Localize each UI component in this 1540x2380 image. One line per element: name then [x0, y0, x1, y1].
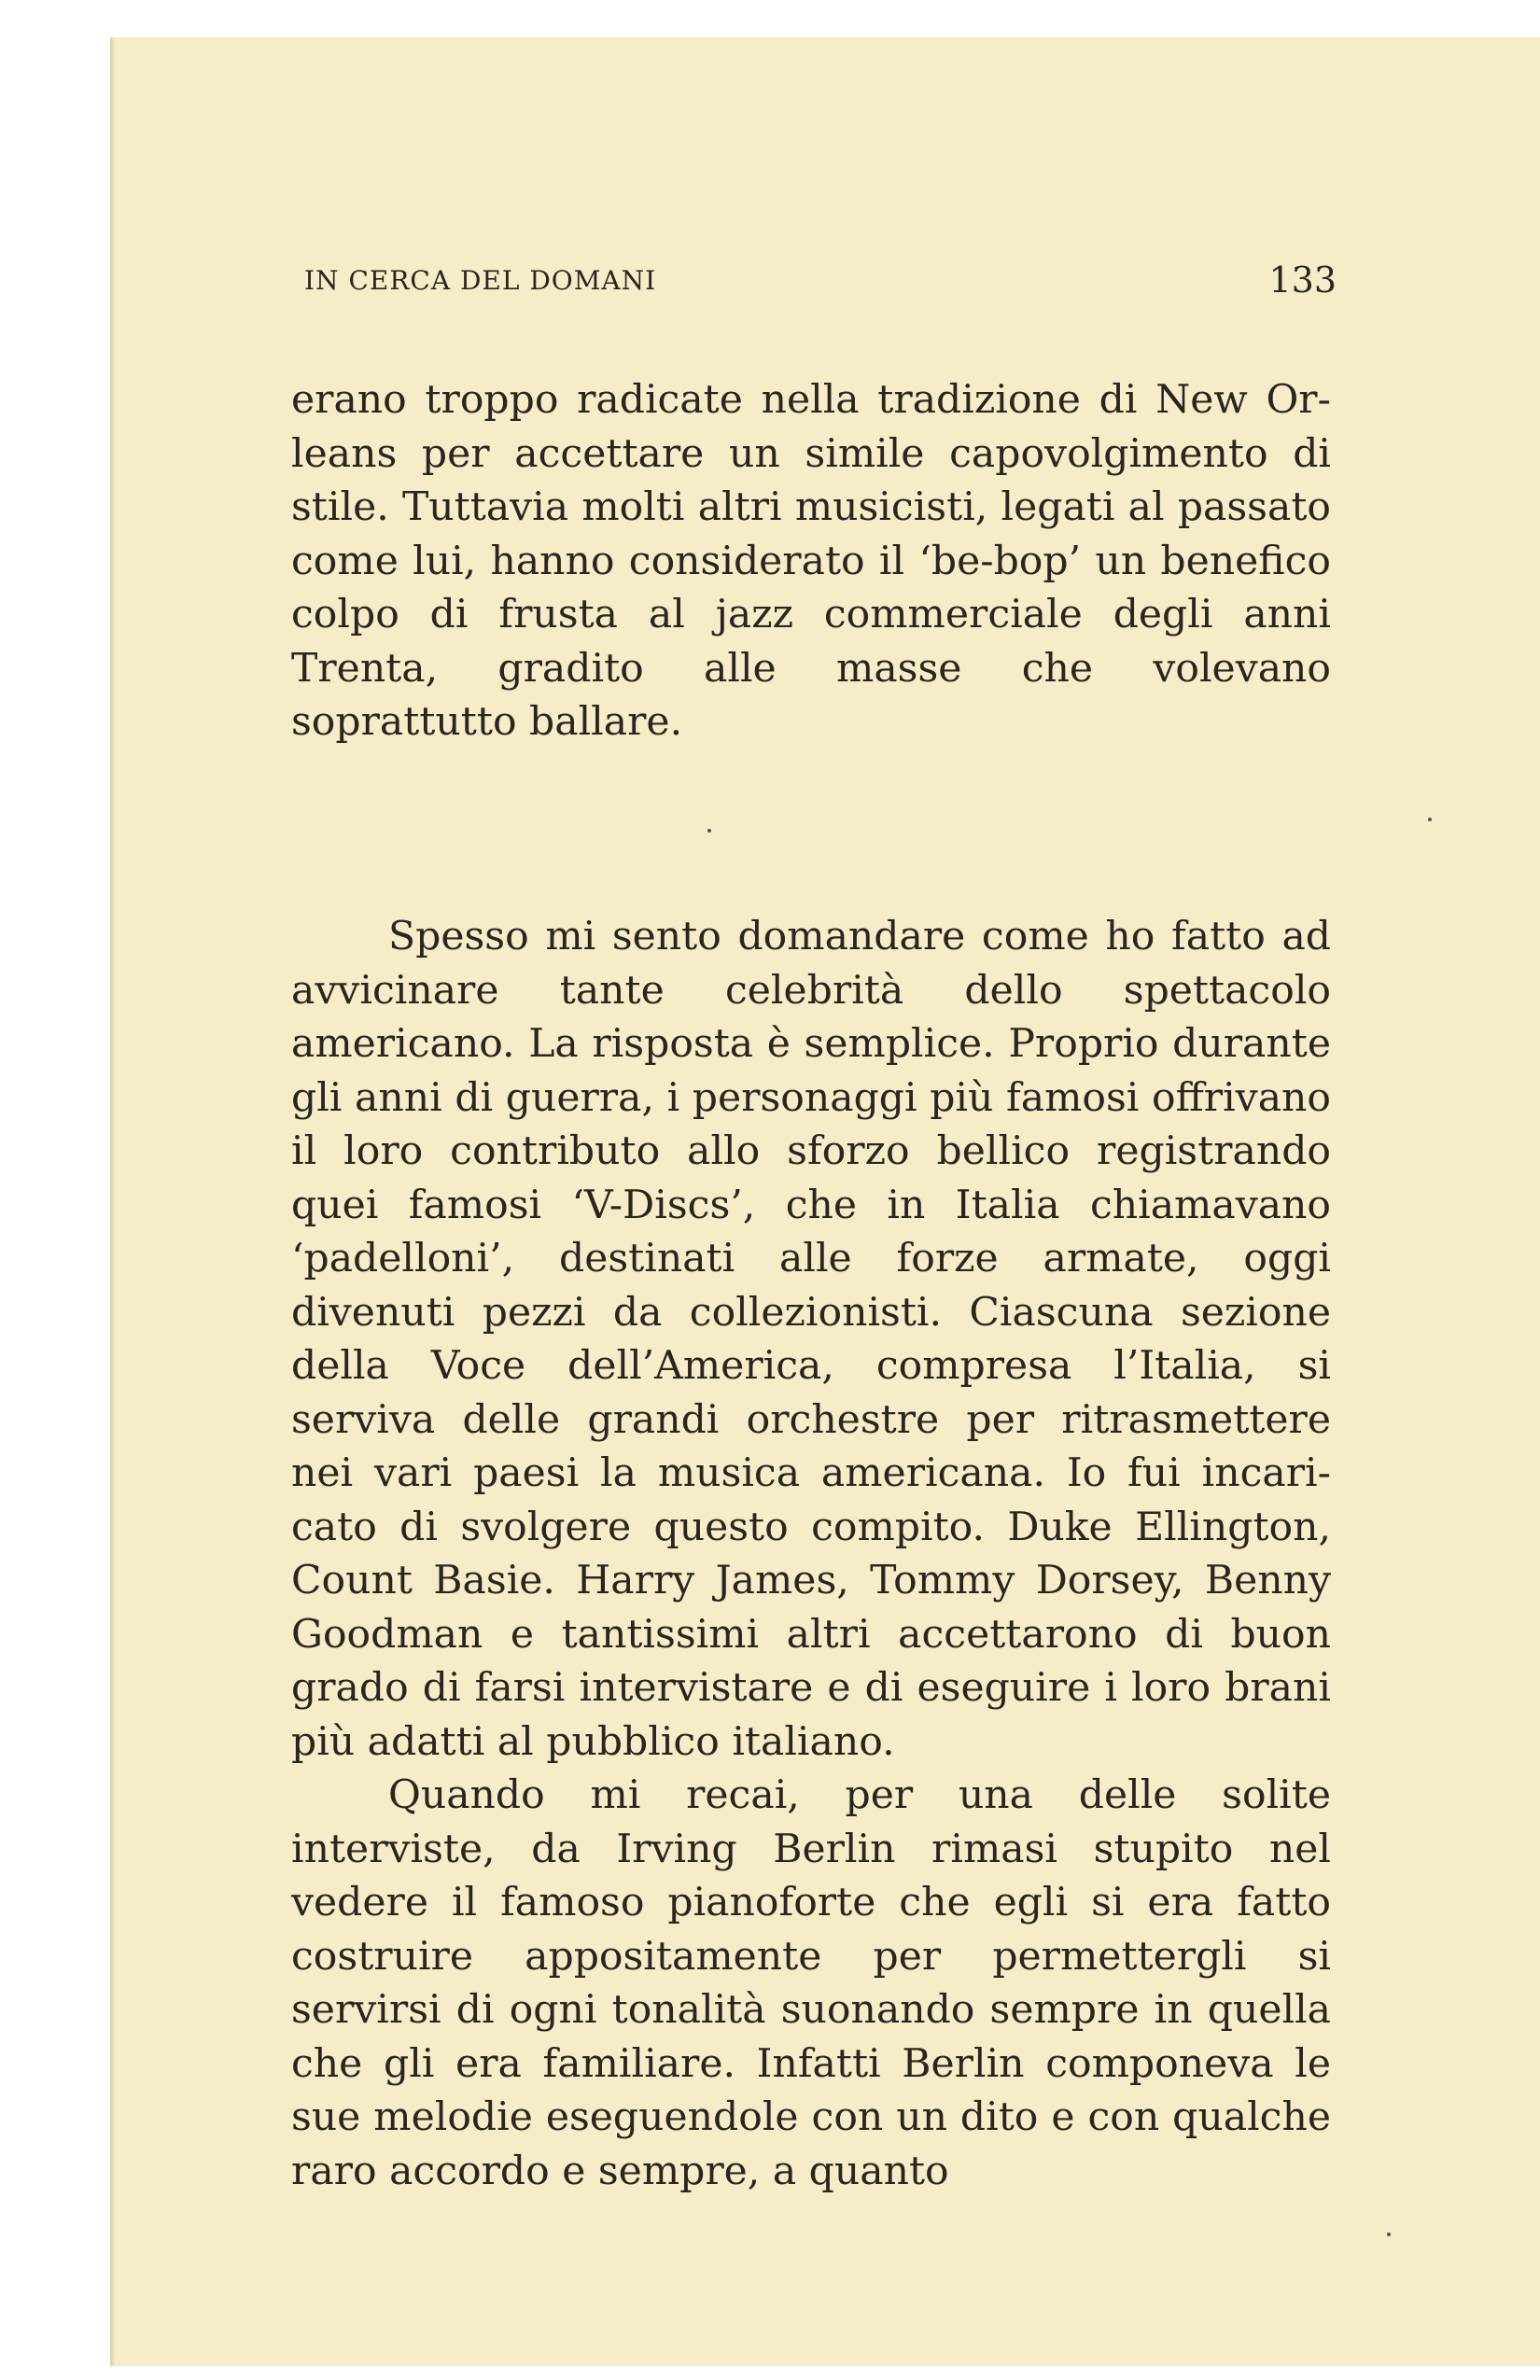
page-number: 133 — [1268, 259, 1337, 301]
scan-speck — [1428, 818, 1432, 821]
paragraph-v-discs: Spesso mi sento domandare come ho fatto ad avvicinare tante celebrità dello spettacolo americano. La risposta è semplice. Proprio durante gli anni di guerra, i personaggi più famosi offrivano il loro contributo allo sforzo bellico registrando quei famosi ‘V-Discs’, che in Italia chiamavano ‘padelloni’, destinati alle forze armate, oggi divenuti pezzi da collezionisti. Ciascuna sezione della Voce dell’America, compresa l’Italia, si serviva delle grandi orchestre per ritrasmettere nei vari paesi la musica americana. Io fui incaricato di svolgere questo compito. Duke Ellington, Count Basie. Harry James, Tommy Dorsey, Benny Goodman e tantissimi altri accettarono di buon grado di farsi intervistare e di eseguire i loro brani più adatti al pubblico italiano. — [291, 914, 1331, 1765]
scan-speck — [707, 829, 711, 833]
running-head — [304, 259, 1337, 302]
book-page — [110, 37, 1540, 2366]
text-block-continuation — [291, 373, 1331, 749]
running-title: IN CERCA DEL DOMANI — [304, 265, 657, 296]
scan-speck — [1387, 2233, 1391, 2236]
paragraph-continuation: erano troppo radicate nella tradizione di New Orleans per accettare un simile capovolgimento di stile. Tuttavia molti altri musicisti, legati al passato come lui, hanno considerato il ‘be-bop’ un benefico colpo di frusta al jazz commerciale degli anni Trenta, gradito alle masse che volevano soprattutto ballare. — [291, 377, 1331, 745]
paragraph-irving-berlin: Quando mi recai, per una delle solite interviste, da Irving Berlin rimasi stupito nel vedere il famoso pianoforte che egli si era fatto costruire appositamente per permettergli si servirsi di ogni tonalità suonando sempre in quella che gli era familiare. Infatti Berlin componeva le sue melodie eseguendole con un dito e con qualche raro accordo e sempre, a quanto — [291, 1772, 1331, 2194]
text-block-section — [291, 910, 1331, 2198]
page-gutter-edge — [110, 37, 116, 2366]
